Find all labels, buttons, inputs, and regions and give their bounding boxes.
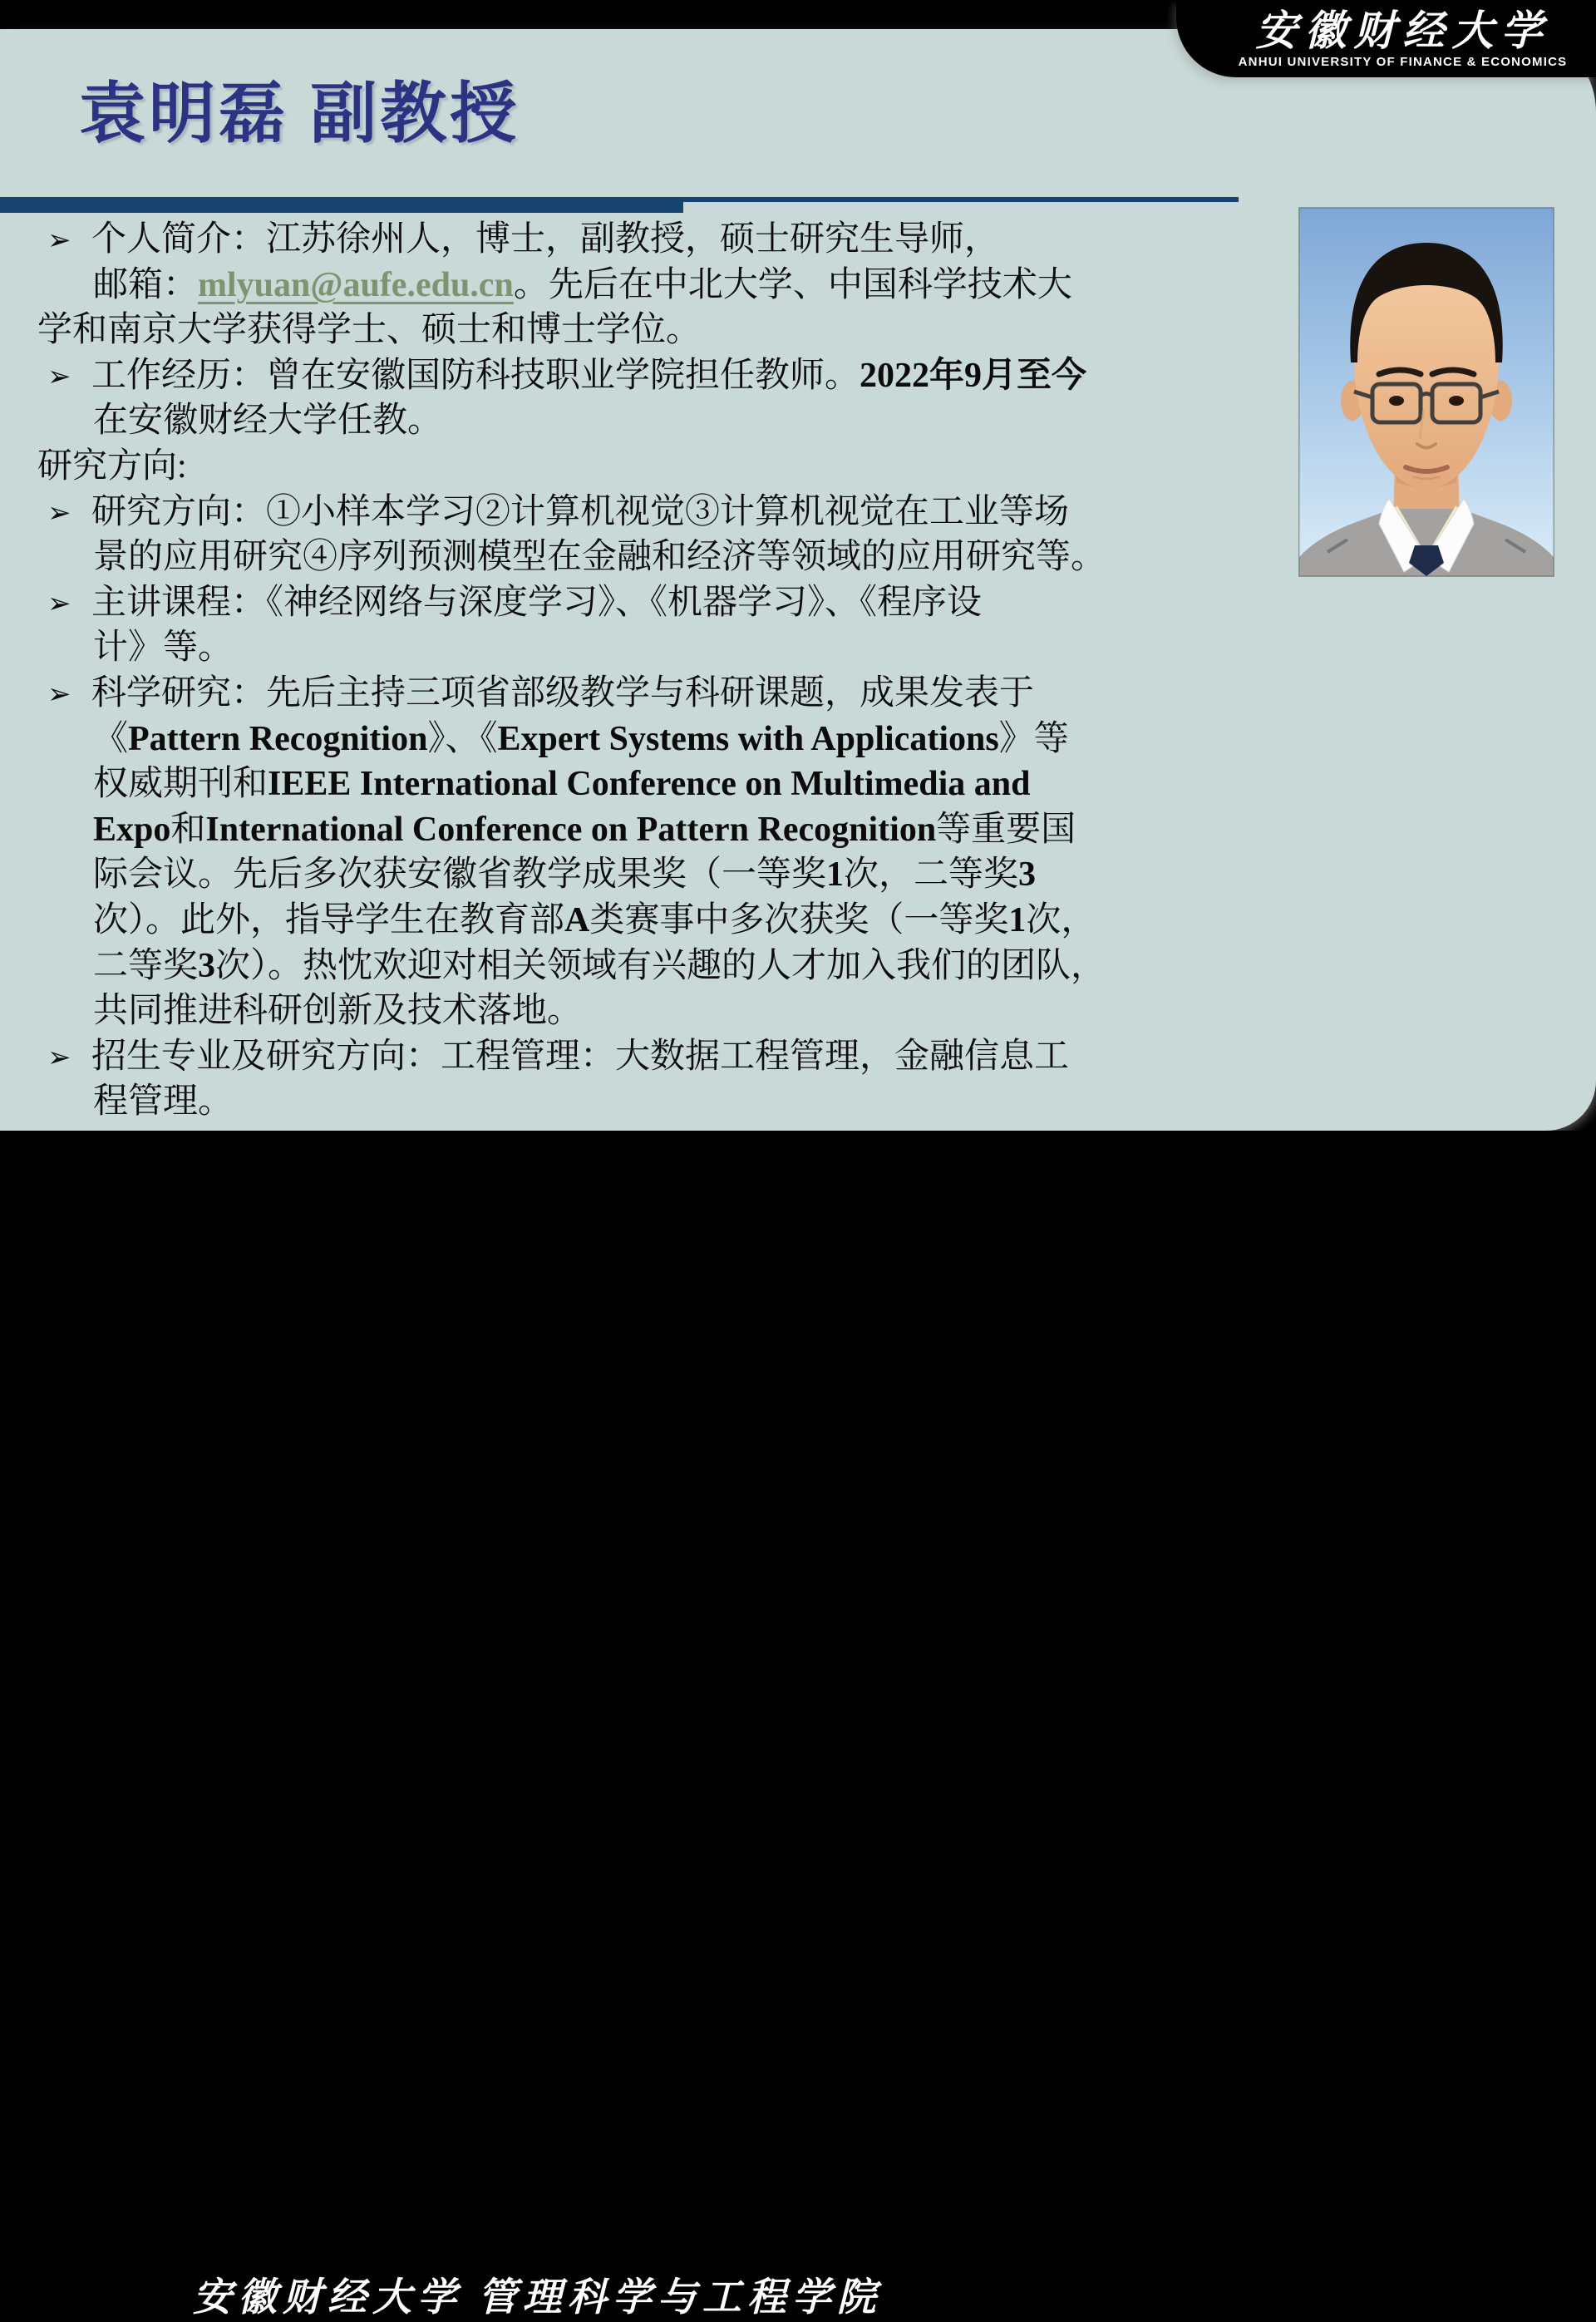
title-divider-thin — [683, 197, 1239, 202]
body-text-segment: 际会议。先后多次获安徽省教学成果奖（一等奖 — [93, 855, 827, 895]
eye-left — [1389, 396, 1404, 406]
body-text-segment: 等重要国 — [936, 810, 1076, 849]
body-text-segment: 研究方向：①小样本学习②计算机视觉③计算机视觉在工业等场 — [91, 492, 1070, 531]
body-text-segment: 次）。热忱欢迎对相关领域有兴趣的人才加入我们的团队， — [215, 946, 1106, 985]
arrow-bullet-icon: ➢ — [47, 224, 71, 257]
body-text-segment: 共同推进科研创新及技术落地。 — [93, 992, 583, 1031]
body-text-segment: IEEE International Conference on Multimedia and — [268, 765, 1031, 804]
body-text-segment: 次，二等奖 — [844, 855, 1019, 895]
body-text-segment: 科学研究：先后主持三项省部级教学与科研课题，成果发表于 — [91, 673, 1035, 712]
body-text-segment: 次， — [1026, 900, 1096, 939]
body-text-segment: 主讲课程：《神经网络与深度学习》、《机器学习》、《程序设 — [91, 583, 983, 622]
body-text-segment: Expert Systems with Applications — [497, 719, 999, 758]
body-line — [0, 1079, 1596, 1125]
body-text-segment: Expo — [93, 810, 171, 849]
body-text-segment: 权威期刊和 — [93, 765, 268, 804]
arrow-bullet-icon: ➢ — [47, 677, 71, 711]
body-text-segment: 研究方向: — [37, 446, 187, 486]
body-line — [0, 852, 1596, 898]
body-text-segment: 》、《 — [427, 719, 498, 758]
body-text-segment: International Conference on Pattern Recognition — [205, 810, 937, 849]
footer-text: 安徽财经大学 管理科学与工程学院 — [193, 2276, 882, 2320]
body-text-segment: 2022 — [860, 356, 930, 395]
body-text-segment: 计》等。 — [93, 629, 234, 668]
title-divider-thick — [0, 197, 683, 213]
body-text-segment: 1 — [1008, 900, 1027, 939]
body-text-segment: 年 — [929, 356, 965, 395]
body-text-segment: 招生专业及研究方向：工程管理：大数据工程管理，金融信息工 — [91, 1037, 1070, 1076]
body-text-segment: 邮箱： — [93, 265, 199, 304]
body-text-segment: 》等 — [998, 719, 1069, 758]
body-text-segment: 。先后在中北大学、中国科学技术大 — [513, 265, 1072, 304]
body-line — [0, 717, 1596, 762]
body-text-segment: 3 — [198, 946, 216, 985]
body-text-segment: 在安徽财经大学任教。 — [93, 402, 443, 441]
body-text-segment: 景的应用研究④序列预测模型在金融和经济等领域的应用研究等。 — [93, 538, 1106, 577]
page-title: 袁明磊 副教授 — [79, 76, 520, 150]
body-text-segment: 工作经历：曾在安徽国防科技职业学院担任教师。 — [91, 356, 860, 395]
body-text-segment: 3 — [1018, 855, 1037, 895]
body-text-segment: 次）。此外，指导学生在教育部 — [93, 900, 565, 939]
body-line — [0, 944, 1596, 989]
arrow-bullet-icon: ➢ — [47, 359, 71, 393]
body-line — [0, 898, 1596, 944]
body-text-segment: 个人简介：江苏徐州人，博士，副教授，硕士研究生导师， — [91, 220, 1000, 259]
body-text-segment: A — [564, 900, 590, 939]
body-text-segment: 和 — [170, 810, 206, 849]
body-text-segment: 学和南京大学获得学士、硕士和博士学位。 — [37, 311, 702, 350]
body-line — [0, 625, 1596, 671]
body-text-segment: 类赛事中多次获奖（一等奖 — [589, 900, 1009, 939]
body-line — [0, 762, 1596, 807]
body-text-segment: 9 — [964, 356, 983, 395]
portrait-photo — [1299, 208, 1554, 576]
email-link[interactable]: mlyuan@aufe.edu.cn — [198, 265, 514, 304]
arrow-bullet-icon: ➢ — [47, 1040, 71, 1074]
body-text-segment: 月至今 — [982, 356, 1087, 395]
body-text-segment: 1 — [826, 855, 845, 895]
body-text-segment: 二等奖 — [93, 946, 199, 985]
body-text-segment: Pattern Recognition — [128, 719, 428, 758]
arrow-bullet-icon: ➢ — [47, 495, 71, 530]
university-logo-en: ANHUI UNIVERSITY OF FINANCE & ECONOMICS — [1238, 54, 1568, 69]
body-line — [0, 807, 1596, 853]
body-line — [0, 671, 1596, 717]
university-logo-block — [1176, 0, 1596, 77]
body-line — [0, 988, 1596, 1034]
eye-right — [1449, 396, 1464, 406]
footer-bar — [0, 1131, 1596, 2320]
university-logo-cn: 安徽财经大学 — [1255, 7, 1550, 54]
body-text-segment: 《 — [93, 719, 129, 758]
body-line — [0, 1034, 1596, 1080]
arrow-bullet-icon: ➢ — [47, 586, 71, 620]
body-text-segment: 程管理。 — [93, 1082, 234, 1122]
body-line — [0, 580, 1596, 626]
